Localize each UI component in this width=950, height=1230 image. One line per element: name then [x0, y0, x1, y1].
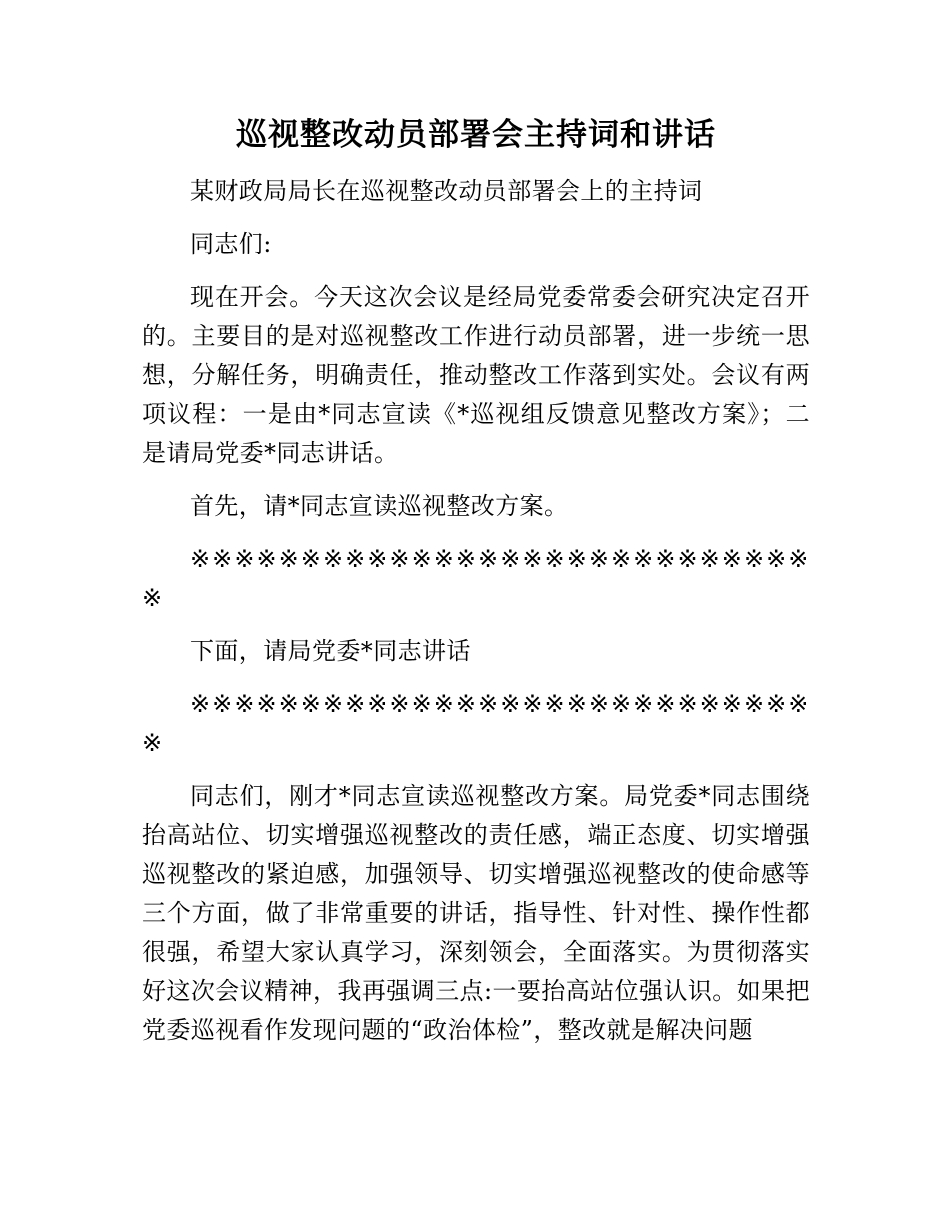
document-page: [142, 112, 810, 1064]
closing-speech-paragraph: 同志们，刚才*同志宣读巡视整改方案。局党委*同志围绕抬高站位、切实增强巡视整改的责任感，端正态度、切实增强巡视整改的紧迫感，加强领导、切实增强巡视整改的使命感等三个方面，做了非常重要的讲话，指导性、针对性、操作性都很强，希望大家认真学习，深刻领会，全面落实。为贯彻落实好这次会议精神，我再强调三点:一要抬高站位强认识。如果把党委巡视看作发现问题的“政治体检”，整改就是解决问题: [142, 782, 810, 1044]
separator-line: ※※※※※※※※※※※※※※※※※※※※※※※※※※※※※: [142, 545, 810, 612]
salutation-paragraph: 同志们:: [190, 230, 272, 258]
separator-line: ※※※※※※※※※※※※※※※※※※※※※※※※※※※※※: [142, 690, 810, 757]
opening-paragraph: 现在开会。今天这次会议是经局党委常委会研究决定召开的。主要目的是对巡视整改工作进行动员部署，进一步统一思想，分解任务，明确责任，推动整改工作落到实处。会议有两项议程：一是由*同志宣读《*巡视组反馈意见整改方案》；二是请局党委*同志讲话。: [142, 283, 810, 467]
subtitle-paragraph: 某财政局局长在巡视整改动员部署会上的主持词: [190, 177, 703, 205]
second-agenda-paragraph: 下面，请局党委*同志讲话: [190, 637, 471, 665]
first-agenda-paragraph: 首先，请*同志宣读巡视整改方案。: [190, 492, 569, 520]
document-title: 巡视整改动员部署会主持词和讲话: [236, 117, 716, 153]
